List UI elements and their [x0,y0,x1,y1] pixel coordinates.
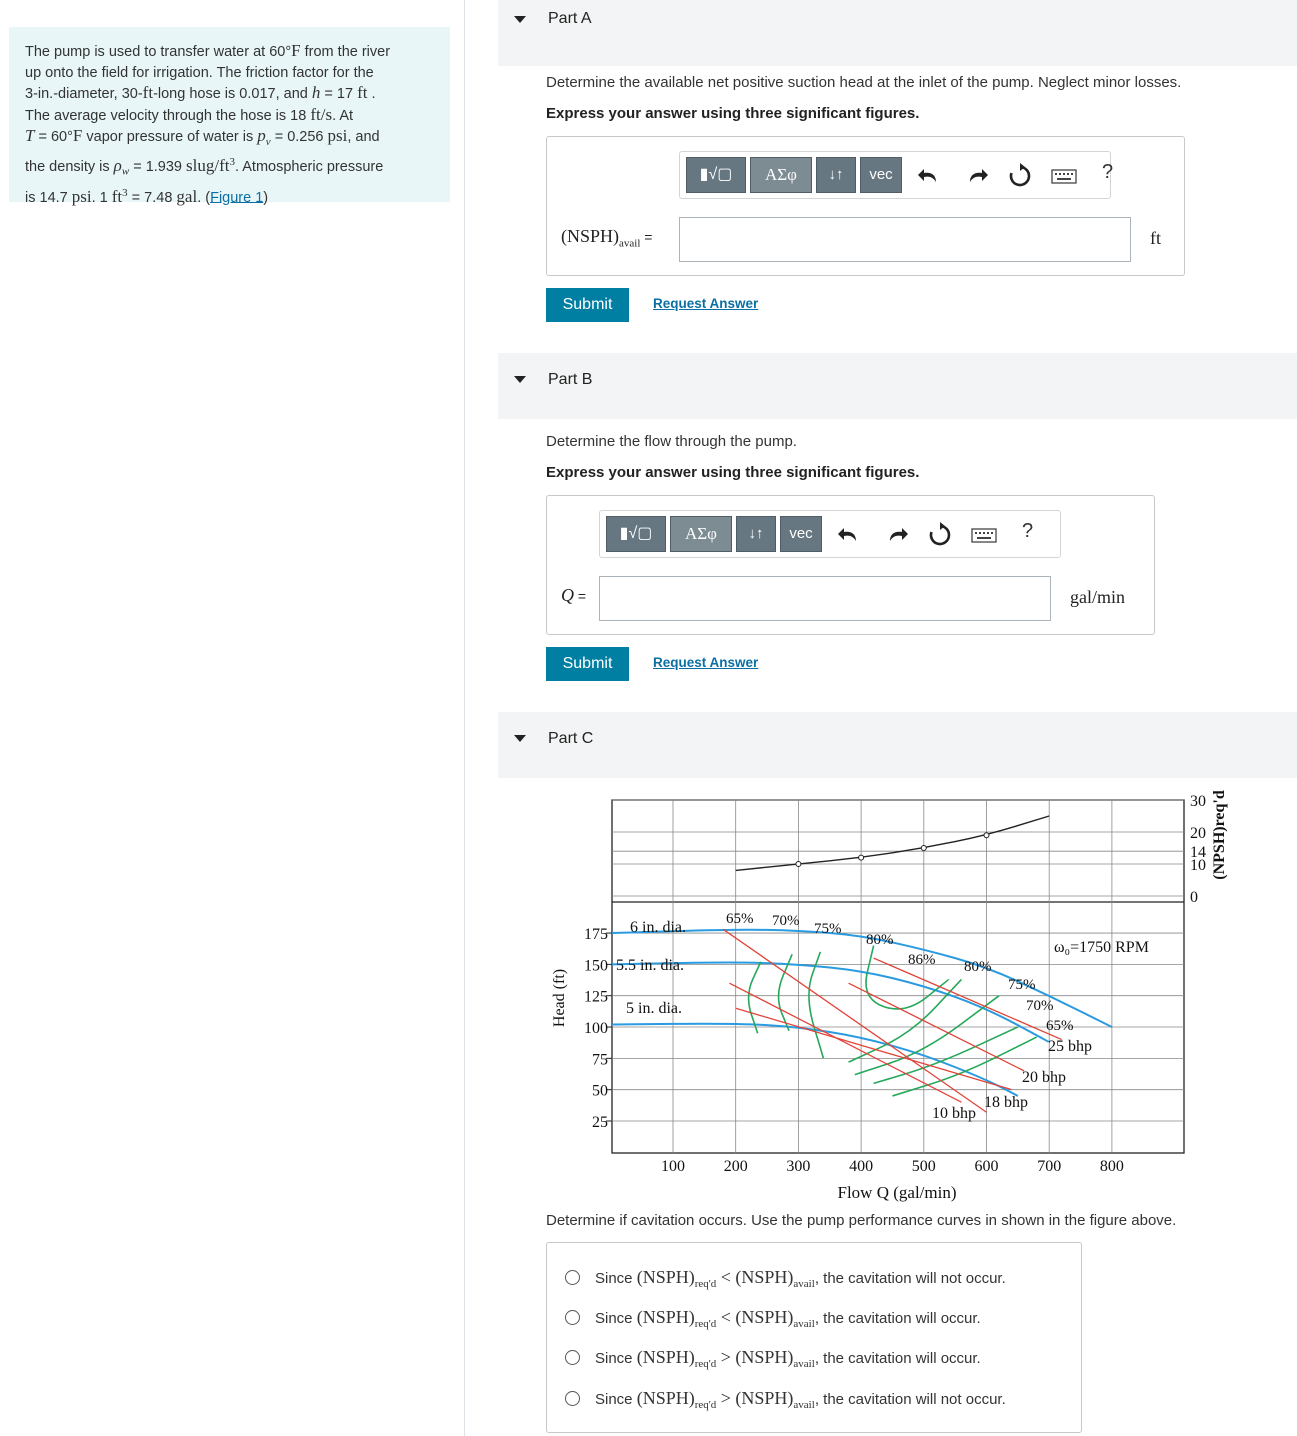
eff-label: 80% [866,932,894,948]
problem-statement [9,27,450,206]
nsph-avail-input[interactable] [679,217,1131,262]
pump-performance-chart [546,785,1236,1210]
unit-ft: ft [1150,228,1161,248]
x-tick-label: 800 [1099,1158,1124,1175]
help-icon[interactable]: ? [1102,161,1114,183]
npsh-point [796,862,801,867]
part-c-question: Determine if cavitation occurs. Use the pump performance curves in shown in the figure above. [546,1212,1177,1229]
problem-line: up onto the field for irrigation. The friction factor for the [25,64,374,81]
npsh-tick-label: 0 [1190,889,1198,906]
collapse-triangle-icon [514,376,526,383]
npsh-tick-label: 30 [1190,793,1206,810]
part-c-title: Part C [548,730,594,747]
keyboard-icon[interactable] [1050,165,1078,187]
submit-button-a[interactable]: Submit [546,288,629,322]
head-tick-label: 75 [592,1051,608,1069]
y-axis-label: Head (ft) [551,968,568,1028]
part-b-question: Determine the flow through the pump. [546,433,797,450]
eff-label: 75% [814,921,842,937]
problem-line: The pump is used to transfer water at 60°F from the river [25,41,391,60]
head-tick-label: 25 [592,1114,608,1131]
eff-label: 70% [772,913,800,929]
x-axis-label: Flow Q (gal/min) [837,1183,957,1202]
impeller-label-5in: 5 in. dia. [626,1000,682,1017]
npsh-point [921,846,926,851]
part-b-instruction: Express your answer using three significant figures. [546,464,920,481]
problem-line: the density is $\rho_w = 1.939$ slug/$ft^3$. Atmospheric pressure [25,156,384,179]
eff-label: 65% [726,911,754,927]
x-tick-label: 300 [786,1158,811,1175]
part-a-title: Part A [548,10,592,27]
collapse-triangle-icon [514,16,526,23]
eff-label: 86% [908,952,936,968]
panel-divider [464,0,465,1436]
undo-icon[interactable] [836,521,864,549]
power-label: 10 bhp [932,1105,976,1122]
problem-line: 3-in.-diameter, 30-ft-long hose is 0.017, and h = 17 ft . [25,83,376,102]
problem-line: is 14.7 psi. 1 $ft^3 = 7.48$ gal. (Figure 1) [25,186,269,206]
npsh-point [859,855,864,860]
greek-button[interactable]: ΑΣφ [670,516,732,552]
x-tick-label: 600 [974,1158,999,1175]
part-b-title: Part B [548,371,593,388]
problem-line: The average velocity through the hose is 18 ft/s. At [25,104,354,124]
eff-label: 70% [1026,998,1054,1014]
collapse-triangle-icon [514,735,526,742]
part-b-header[interactable] [498,353,1297,419]
request-answer-link-b[interactable]: Request Answer [653,655,759,670]
x-tick-label: 700 [1037,1158,1062,1175]
submit-button-b[interactable]: Submit [546,647,629,681]
part-b-answer-box [546,495,1155,635]
head-tick-label: 125 [584,988,608,1006]
eff-label: 65% [1046,1018,1074,1034]
part-a-question: Determine the available net positive suction head at the inlet of the pump. Neglect minor losses. [546,74,1182,91]
keyboard-icon[interactable] [970,524,998,546]
greek-button[interactable]: ΑΣφ [750,157,812,193]
impeller-label-5-5in: 5.5 in. dia. [616,957,684,974]
npsh-curve [736,816,1049,870]
power-line [729,983,961,1102]
math-toolbar [679,151,1114,199]
head-tick-label: 100 [584,1020,608,1038]
chart-grid [612,800,1184,1153]
impeller-label-6in: 6 in. dia. [630,919,686,936]
power-label: 18 bhp [984,1094,1028,1111]
x-tick-label: 400 [849,1158,874,1175]
unit-gal-per-min: gal/min [1070,587,1125,607]
part-a-answer-box [546,136,1185,276]
arrows-button[interactable]: ↓↑ [736,516,776,552]
reset-icon[interactable] [926,521,954,549]
head-tick-label: 175 [584,926,608,944]
power-label: 25 bhp [1048,1038,1092,1055]
radio-button[interactable] [565,1391,580,1406]
efficiency-curve [809,952,824,1059]
nsph-avail-label: $(NSPH)_{avail}$ = [561,226,653,250]
problem-line: T = 60°F vapor pressure of water is $p_v = 0.256$ psi, and [25,126,380,148]
reset-icon[interactable] [1006,162,1034,190]
cavitation-options: Since $(NSPH)_{req'd}$ < $(NSPH)_{avail}$, the cavitation will not occur. Since $(NSPH)_{req'd}$ < $(NSPH)_{avail}$, the cavitation will occur. Since $(NSPH)_{req'd}$ > $(NSPH)_{avail}$, the cavitation will occur. Since $(NSPH)_{req'd}$ > $(NSPH)_{avail}$, the cavitation will not occur. [546,1242,1082,1433]
undo-icon[interactable] [916,162,944,190]
vec-button[interactable]: vec [780,516,822,552]
radio-button[interactable] [565,1310,580,1325]
chart-ticks [584,793,1206,1175]
help-icon[interactable]: ? [1022,520,1034,542]
redo-icon[interactable] [882,521,910,549]
arrows-button[interactable]: ↓↑ [816,157,856,193]
part-a-header[interactable] [498,0,1297,66]
npsh-tick-label: 14 [1190,844,1206,862]
q-input[interactable] [599,576,1051,621]
npsh-point [984,833,989,838]
q-label: Q = [561,585,587,605]
head-tick-label: 150 [584,957,608,975]
redo-icon[interactable] [962,162,990,190]
eff-label: 75% [1008,977,1036,993]
chart-frame [612,800,1184,1153]
npsh-tick-label: 20 [1190,825,1206,842]
vec-button[interactable]: vec [860,157,902,193]
head-tick-label: 50 [592,1082,608,1100]
power-label: 20 bhp [1022,1069,1066,1086]
request-answer-link-a[interactable]: Request Answer [653,296,759,311]
efficiency-curve [749,962,761,1033]
radio-button[interactable] [565,1270,580,1285]
part-a-instruction: Express your answer using three significant figures. [546,105,920,122]
part-c-header[interactable] [498,712,1297,778]
efficiency-curve [779,954,793,1030]
x-tick-label: 100 [661,1158,685,1175]
math-toolbar [599,510,1061,558]
x-tick-label: 500 [911,1158,936,1175]
npsh-axis-label: (NPSH)req'd [1211,790,1228,880]
templates-button[interactable]: ▮√▢ [686,157,746,193]
npsh-tick-label: 10 [1190,857,1206,874]
eff-label: 80% [964,959,992,975]
x-tick-label: 200 [723,1158,748,1175]
templates-button[interactable]: ▮√▢ [606,516,666,552]
figure-link[interactable]: Figure 1 [210,189,264,206]
radio-button[interactable] [565,1350,580,1365]
speed-label: ω₀=1750 RPM [1054,939,1149,956]
